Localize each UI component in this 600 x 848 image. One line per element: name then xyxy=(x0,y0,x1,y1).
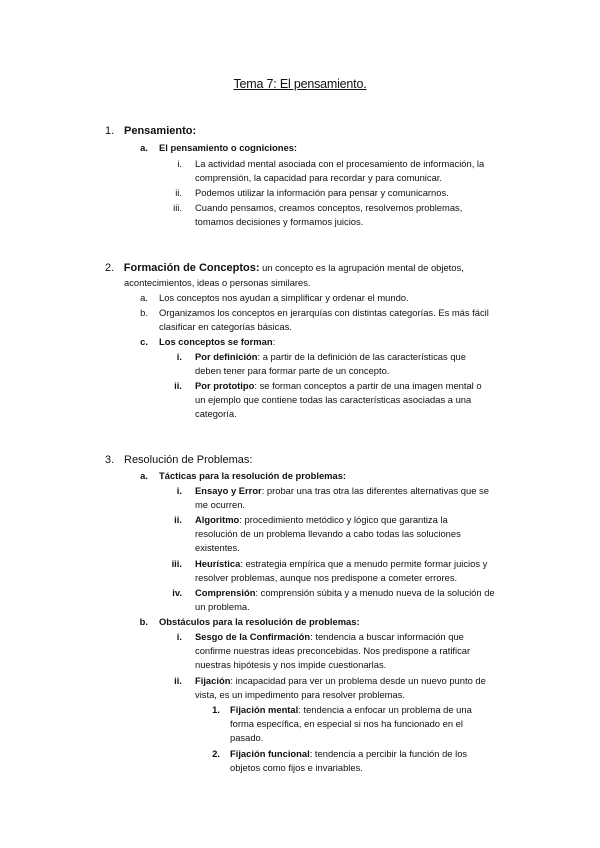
section-title: Formación de Conceptos: xyxy=(123,262,260,274)
term-definition: : procedimiento metódico y lógico que garantiza la xyxy=(239,514,448,525)
list-item-text: categoría. xyxy=(195,408,237,419)
section-intro: acontecimientos, ideas o personas similares. xyxy=(124,277,311,288)
term-label: Heurística xyxy=(195,558,241,569)
document-title: Tema 7: El pensamiento. xyxy=(233,77,367,91)
section-number: 2. xyxy=(105,262,115,274)
list-marker: a. xyxy=(140,470,148,481)
list-item-text xyxy=(195,586,495,599)
list-item-text: La actividad mental asociada con el procesamiento de información, la xyxy=(195,158,485,169)
list-item-label: El pensamiento o cogniciones: xyxy=(159,142,298,153)
list-marker: i. xyxy=(176,631,182,642)
list-item-text xyxy=(195,484,489,497)
term-label: Algoritmo xyxy=(195,514,240,525)
list-item-text: Podemos utilizar la información para pensar y comunicarnos. xyxy=(195,187,449,198)
section-title: Pensamiento: xyxy=(124,125,197,137)
list-item-text: deben tener para formar parte de un concepto. xyxy=(195,365,390,376)
list-item-text: comprensión, la capacidad para recordar y para comunicar. xyxy=(195,172,443,183)
term-definition: : comprensión súbita y a menudo nueva de la solución de xyxy=(255,587,495,598)
term-label: Comprensión xyxy=(195,587,256,598)
list-item-text: un ejemplo que contiene todas las características asociadas a una xyxy=(195,394,472,405)
list-item-text xyxy=(195,513,448,526)
term-definition: : incapacidad para ver un problema desde un nuevo punto de xyxy=(230,675,486,686)
colon: : xyxy=(272,336,276,347)
list-item-text xyxy=(195,674,486,687)
list-item-text xyxy=(195,557,487,570)
list-marker: i. xyxy=(177,158,182,169)
list-item-text: Organizamos los conceptos en jerarquías con distintas categorías. Es más fácil xyxy=(159,307,489,318)
list-item-text: resolución de un problema llevando a cabo todas las soluciones xyxy=(195,528,461,539)
list-item-text: nuestras hipótesis y nos impide cuestionarlas. xyxy=(195,659,387,670)
list-marker: a. xyxy=(140,292,148,303)
list-item-text: existentes. xyxy=(195,542,240,553)
list-item-text xyxy=(230,747,467,760)
term-label: Fijación mental xyxy=(230,704,299,715)
list-marker: i. xyxy=(176,351,182,362)
term-label: Ensayo y Error xyxy=(195,485,262,496)
section-number: 1. xyxy=(105,125,115,137)
list-item-text: pasado. xyxy=(230,732,264,743)
list-marker: b. xyxy=(139,616,148,627)
list-item-text: tomamos decisiones y formamos juicios. xyxy=(195,216,364,227)
list-marker: 1. xyxy=(212,704,220,715)
term-definition: : a partir de la definición de las características que xyxy=(257,351,466,362)
term-label: Fijación funcional xyxy=(230,748,310,759)
list-item-text: Cuando pensamos, creamos conceptos, resolvemos problemas, xyxy=(195,202,463,213)
list-item-label: Obstáculos para la resolución de problemas: xyxy=(159,616,360,627)
section-2-heading xyxy=(105,261,464,275)
list-marker: ii. xyxy=(174,675,182,686)
term-definition: : se forman conceptos a partir de una imagen mental o xyxy=(254,380,482,391)
list-marker: iii. xyxy=(173,202,182,213)
term-definition: : probar una tras otra las diferentes alternativas que se xyxy=(261,485,489,496)
list-item-label: Los conceptos se forman xyxy=(159,336,273,347)
list-marker: iii. xyxy=(171,558,182,569)
list-item-text: clasificar en categorías básicas. xyxy=(159,321,292,332)
section-intro: un concepto es la agrupación mental de objetos, xyxy=(259,262,464,273)
list-item-text: forma específica, en especial si nos ha funcionado en el xyxy=(230,718,463,729)
term-definition: : tendencia a enfocar un problema de una xyxy=(298,704,472,715)
term-label: Fijación xyxy=(195,675,231,686)
list-item-label: Tácticas para la resolución de problemas: xyxy=(159,470,347,481)
list-item-text: resolver problemas, aunque nos predispone a cometer errores. xyxy=(195,572,458,583)
list-item-text xyxy=(230,703,472,716)
term-definition: : tendencia a buscar información que xyxy=(310,631,464,642)
list-item-text: un problema. xyxy=(195,601,250,612)
list-item-text: Los conceptos nos ayudan a simplificar y ordenar el mundo. xyxy=(159,292,409,303)
list-item-text: vista, es un impedimento para resolver problemas. xyxy=(195,689,405,700)
list-marker: ii. xyxy=(174,380,182,391)
term-definition: : tendencia a percibir la función de los xyxy=(309,748,468,759)
list-item-text xyxy=(195,630,464,643)
term-definition: : estrategia empírica que a menudo permite formar juicios y xyxy=(240,558,488,569)
list-marker: a. xyxy=(140,142,148,153)
list-item-text xyxy=(195,350,466,363)
list-marker: 2. xyxy=(212,748,220,759)
list-marker: i. xyxy=(176,485,182,496)
list-item-text xyxy=(195,379,482,392)
term-label: Por prototipo xyxy=(195,380,255,391)
list-item-text: me ocurren. xyxy=(195,499,246,510)
list-marker: ii. xyxy=(175,187,182,198)
list-marker: ii. xyxy=(174,514,182,525)
list-item-text: objetos como fijos e invariables. xyxy=(230,762,363,773)
list-marker: c. xyxy=(140,336,148,347)
section-number: 3. xyxy=(105,454,115,466)
section-title: Resolución de Problemas: xyxy=(124,454,253,466)
list-marker: b. xyxy=(140,307,148,318)
term-label: Sesgo de la Confirmación xyxy=(195,631,311,642)
list-item-text: confirme nuestras ideas preconcebidas. Nos predispone a ratificar xyxy=(195,645,471,656)
term-label: Por definición xyxy=(195,351,258,362)
list-marker: iv. xyxy=(172,587,182,598)
list-item-text xyxy=(159,335,275,348)
